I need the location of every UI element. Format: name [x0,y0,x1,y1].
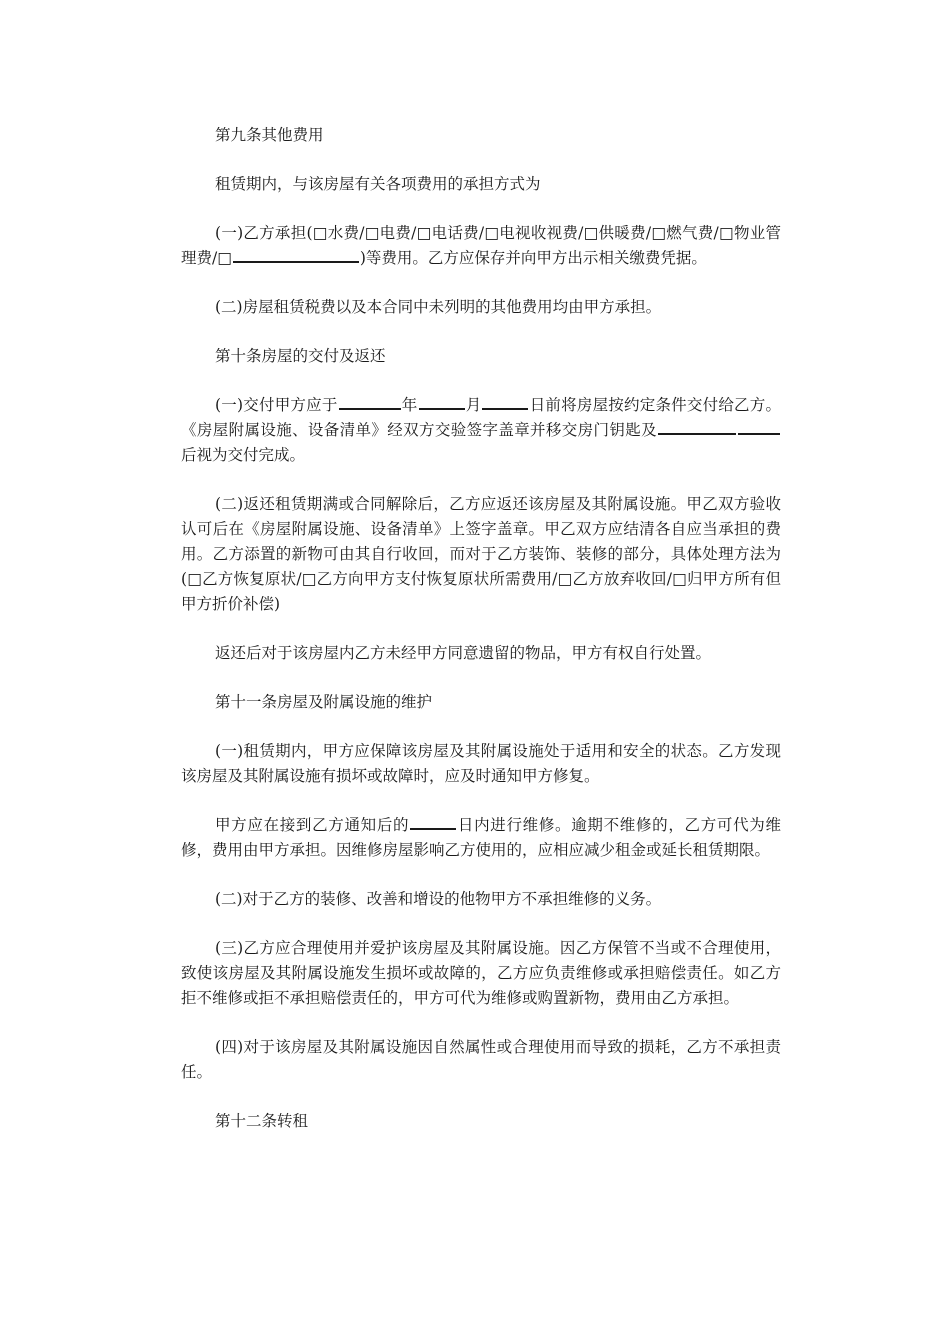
article-9-item-1-text-a: (一)乙方承担(□水费/□电费/□电话费/□电视收视费/□供暖费/□燃气费/□物业管理费/□ [181,224,781,267]
article-10-item-1-text-a: (一)交付甲方应于 [215,396,338,414]
blank-line [233,247,359,263]
article-9-item-1-text-b: )等费用。乙方应保存并向甲方出示相关缴费凭据。 [359,249,707,267]
article-9-intro: 租赁期内，与该房屋有关各项费用的承担方式为 [215,175,541,193]
article-9-item-2: (二)房屋租赁税费以及本合同中未列明的其他费用均由甲方承担。 [215,298,662,316]
blank-line [410,814,456,830]
article-10-item-1 [181,393,781,468]
blank-line [738,419,780,435]
article-9-item-1 [181,221,781,271]
article-10-item-1-month: 月 [465,396,482,414]
article-11-item-1b-text-b: 日内进行维修。逾期不维修的，乙方可代为维修，费用由甲方承担。因维修房屋影响乙方使用的，应相应减少租金或延长租赁期限。 [181,816,781,859]
article-11-item-3: (三)乙方应合理使用并爱护该房屋及其附属设施。因乙方保管不当或不合理使用，致使该房屋及其附属设施发生损坏或故障的，乙方应负责维修或承担赔偿责任。如乙方拒不维修或拒不承担赔偿责任的，甲方可代为维修或购置新物，费用由乙方承担。 [181,939,781,1007]
article-10-item-1-year: 年 [401,396,418,414]
article-10-item-1-text-b: 日前将房屋按约定条件交付给乙方。《房屋附属设施、设备清单》经双方交验签字盖章并移交房门钥匙及 [181,396,781,439]
article-11-item-1b-text-a: 甲方应在接到乙方通知后的 [215,816,410,834]
blank-line [658,419,736,435]
article-10-item-1-text-c: 后视为交付完成。 [181,446,306,464]
blank-line [339,394,401,410]
blank-line [482,394,528,410]
article-12-title: 第十二条转租 [215,1112,309,1130]
article-10-title: 第十条房屋的交付及返还 [215,347,386,365]
document-page [181,123,781,1158]
article-11-item-4: (四)对于该房屋及其附属设施因自然属性或合理使用而导致的损耗，乙方不承担责任。 [181,1038,781,1081]
article-10-item-2: (二)返还租赁期满或合同解除后，乙方应返还该房屋及其附属设施。甲乙双方验收认可后在《房屋附属设施、设备清单》上签字盖章。甲乙双方应结清各自应当承担的费用。乙方添置的新物可由其自行收回，而对于乙方装饰、装修的部分，具体处理方法为(□乙方恢复原状/□乙方向甲方支付恢复原状所需费用/□乙方放弃收回/□归甲方所有但甲方折价补偿) [181,495,781,613]
article-10-note: 返还后对于该房屋内乙方未经甲方同意遗留的物品，甲方有权自行处置。 [215,644,712,662]
article-11-item-1b [181,813,781,863]
article-11-item-2: (二)对于乙方的装修、改善和增设的他物甲方不承担维修的义务。 [215,890,662,908]
article-11-title: 第十一条房屋及附属设施的维护 [215,693,433,711]
article-11-item-1: (一)租赁期内，甲方应保障该房屋及其附属设施处于适用和安全的状态。乙方发现该房屋及其附属设施有损坏或故障时，应及时通知甲方修复。 [181,742,781,785]
blank-line [419,394,465,410]
article-9-title: 第九条其他费用 [215,126,324,144]
